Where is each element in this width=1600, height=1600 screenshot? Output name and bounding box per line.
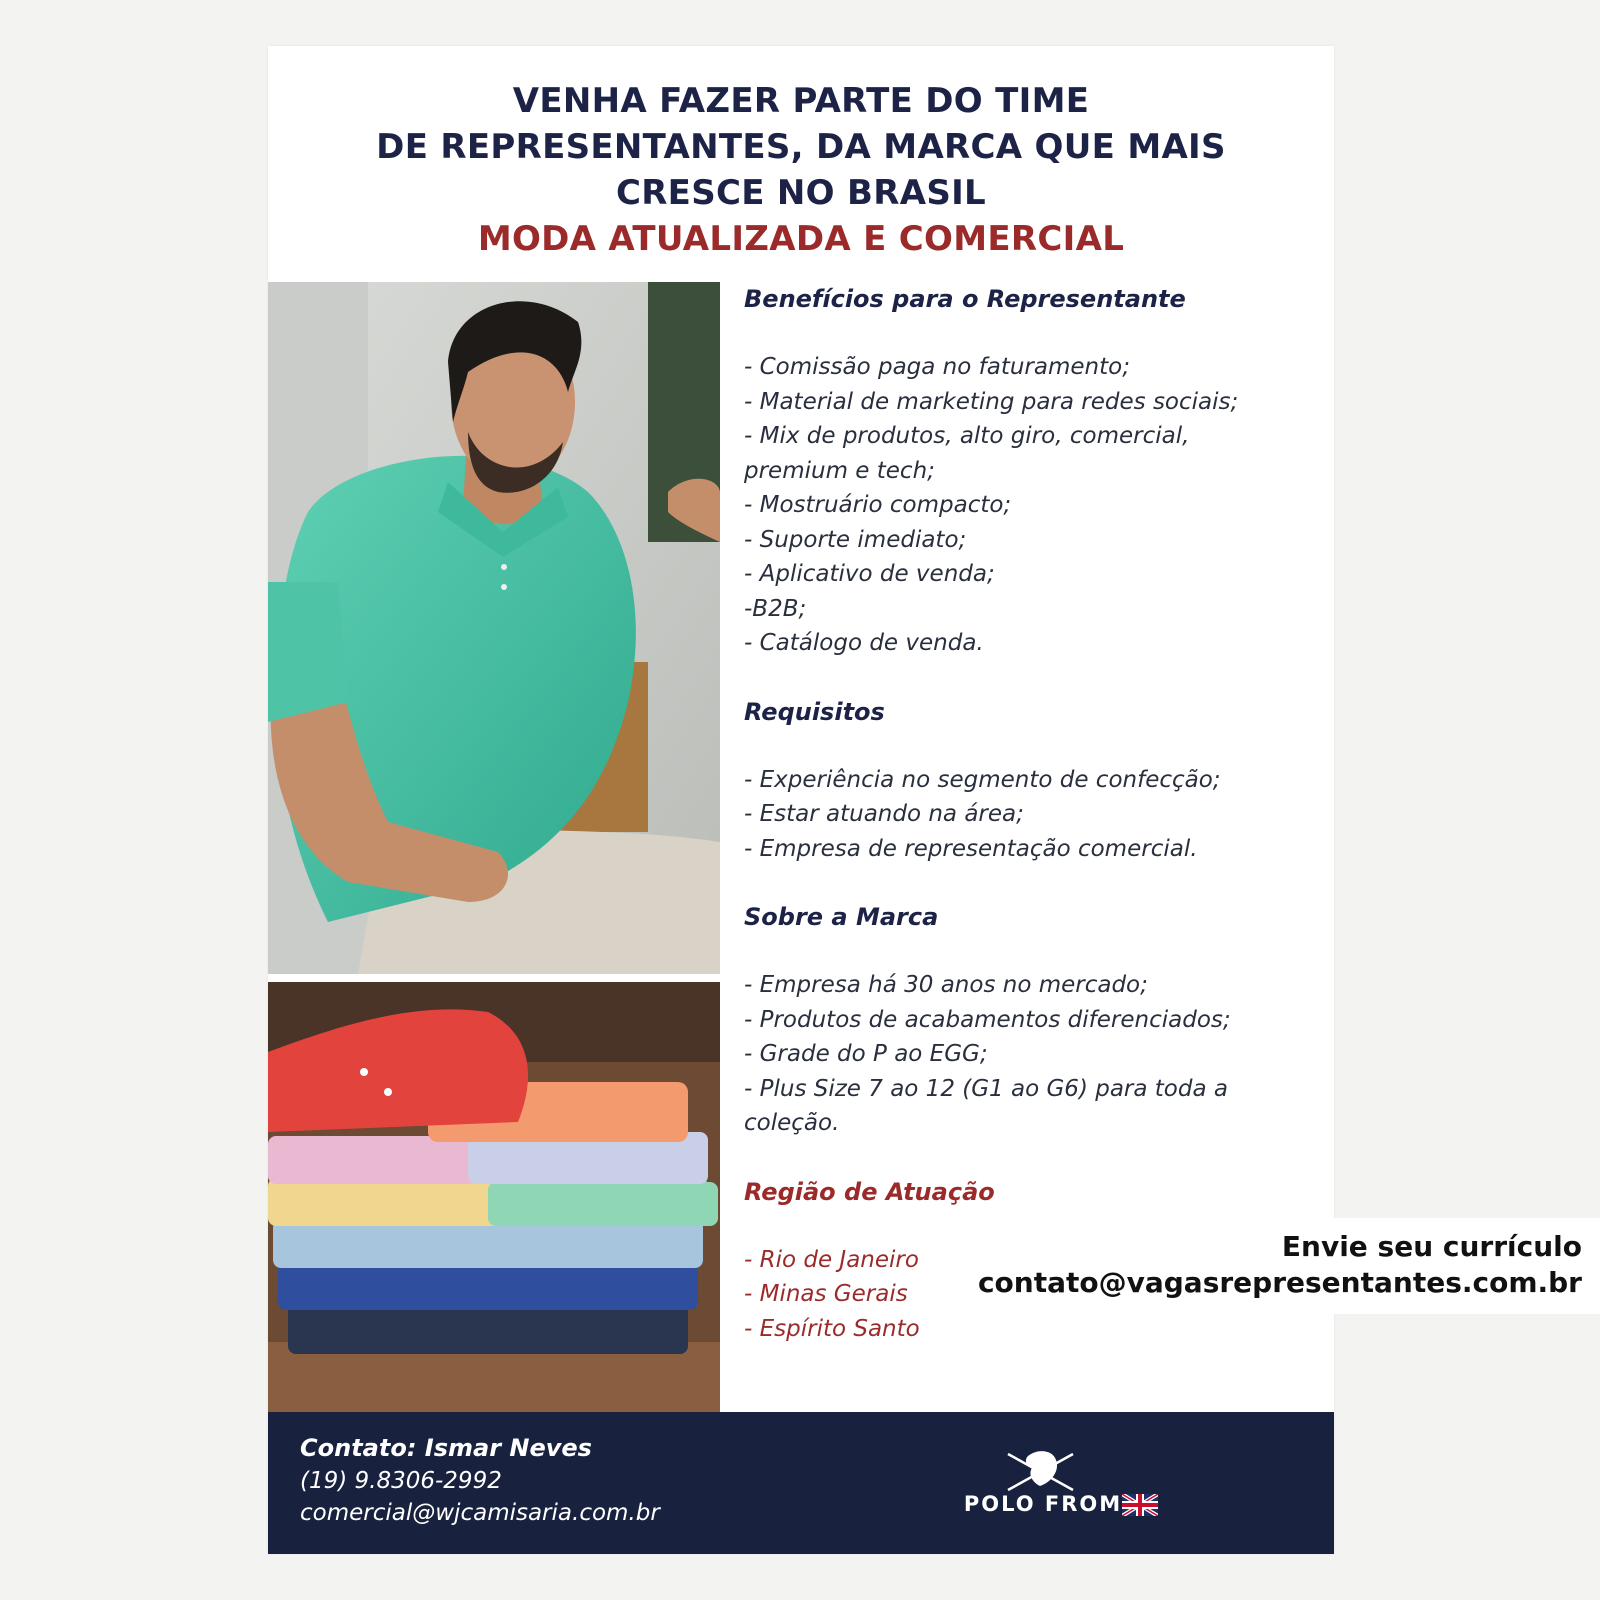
headline-line-1: VENHA FAZER PARTE DO TIME (512, 81, 1090, 121)
benefit-item: - Mix de produtos, alto giro, comercial, (744, 423, 1190, 449)
contact-email: comercial@wjcamisaria.com.br (300, 1500, 660, 1526)
benefit-item: - Catálogo de venda. (744, 630, 984, 656)
region-item: - Minas Gerais (744, 1281, 908, 1307)
model-photo (268, 282, 720, 974)
headline (268, 78, 1334, 262)
brand-list (744, 968, 1314, 1141)
region-item: - Rio de Janeiro (744, 1246, 919, 1273)
brand-item: - Empresa há 30 anos no mercado; (744, 972, 1148, 998)
brand-item: coleção. (744, 1110, 840, 1136)
cv-callout (958, 1218, 1600, 1314)
contact-phone: (19) 9.8306-2992 (300, 1468, 502, 1494)
benefit-item: - Suporte imediato; (744, 526, 967, 553)
benefit-item: - Mostruário compacto; (744, 492, 1012, 518)
headline-tagline: MODA ATUALIZADA E COMERCIAL (477, 219, 1125, 259)
polo-stack-photo (268, 982, 720, 1412)
contact-footer (268, 1412, 1334, 1554)
benefits-list (744, 350, 1314, 661)
benefit-item: premium e tech; (744, 457, 935, 484)
headline-line-3: CRESCE NO BRASIL (615, 173, 987, 213)
logo-wordmark: POLO FROM (963, 1492, 1123, 1516)
requirement-item: - Empresa de representação comercial. (744, 835, 1198, 862)
polo-from-logo (928, 1446, 1168, 1526)
benefit-item: - Material de marketing para redes sociais; (744, 388, 1239, 415)
requirement-item: - Estar atuando na área; (744, 801, 1024, 827)
brand-title: Sobre a Marca (744, 903, 939, 931)
benefit-item: - Comissão paga no faturamento; (744, 354, 1130, 380)
job-details (744, 282, 1314, 1380)
headline-line-2: DE REPRESENTANTES, DA MARCA QUE MAIS (376, 127, 1226, 167)
callout-heading: Envie seu currículo (1281, 1230, 1582, 1263)
benefit-item: -B2B; (744, 595, 807, 622)
brand-item: - Plus Size 7 ao 12 (G1 ao G6) para toda a (744, 1075, 1228, 1102)
requirement-item: - Experiência no segmento de confecção; (744, 766, 1221, 793)
uk-flag-icon (1122, 1494, 1158, 1516)
brand-item: - Produtos de acabamentos diferenciados; (744, 1006, 1231, 1033)
region-item: - Espírito Santo (744, 1315, 920, 1342)
region-title: Região de Atuação (744, 1177, 995, 1206)
benefits-title: Benefícios para o Representante (744, 285, 1186, 313)
benefit-item: - Aplicativo de venda; (744, 561, 995, 587)
callout-email[interactable]: contato@vagasrepresentantes.com.br (977, 1266, 1582, 1299)
contact-name: Contato: Ismar Neves (300, 1434, 592, 1462)
requirements-title: Requisitos (744, 697, 885, 726)
contact-block (300, 1432, 660, 1529)
requirements-list (744, 763, 1314, 867)
lion-crest-icon (928, 1446, 1168, 1496)
job-poster (268, 46, 1334, 1554)
brand-item: - Grade do P ao EGG; (744, 1041, 988, 1067)
